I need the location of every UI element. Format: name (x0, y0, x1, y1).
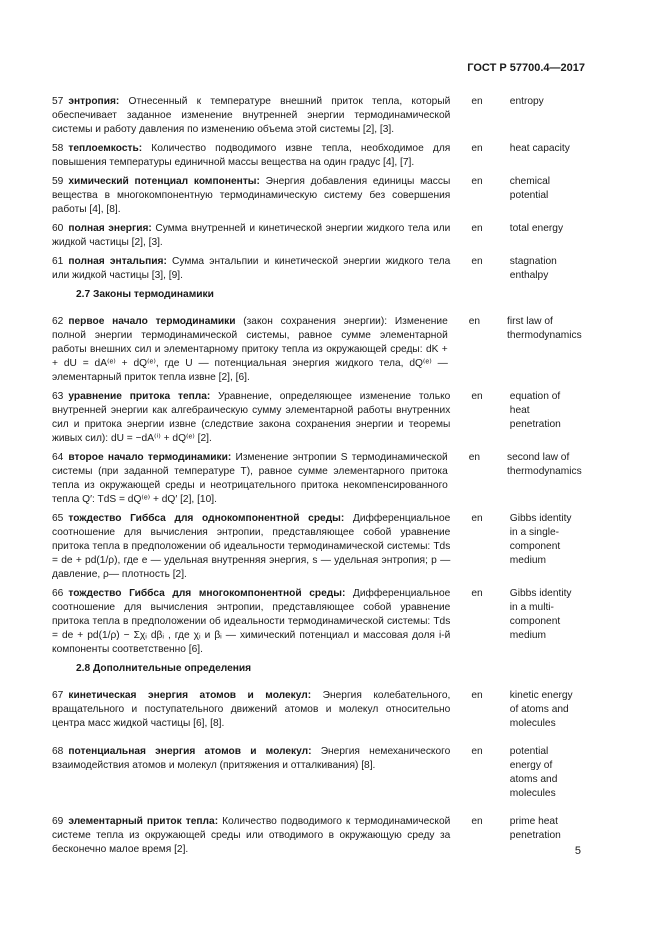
term-name: полная энтальпия: (68, 256, 167, 267)
term-entry (52, 142, 581, 170)
term-entry (52, 689, 581, 731)
language-code: en (471, 143, 483, 154)
page-number: 5 (574, 845, 581, 857)
term-number: 66 (52, 588, 64, 599)
language-code: en (468, 316, 481, 327)
definition-text: Дифференциальное соотношение для вычисления энтропии, представляющее собой уравнение притока тепла в предположении об идеальности термодинамической системы: Tds = de + pd(1/ρ), где e — удельная внутренняя энергия, s — удельная энтропия; p — давление, ρ— плотность [2]. (52, 513, 451, 580)
term-name: энтропия: (68, 96, 120, 107)
language-code: en (471, 176, 483, 187)
definition-text: Количество подводимого к термодинамической системе тепла из окружающей среды или отводимого в окружающую среду за бесконечно малое время [2]. (52, 816, 451, 855)
language-code: en (471, 588, 483, 599)
term-name: уравнение притока тепла: (68, 391, 211, 402)
term-number: 65 (52, 513, 64, 524)
term-number: 57 (52, 96, 64, 107)
english-equivalent: potential energy of atoms and molecules (509, 746, 558, 799)
term-name: полная энергия: (68, 223, 152, 234)
term-entry (52, 451, 581, 507)
english-equivalent: Gibbs identity in a multi-component medium (509, 588, 572, 641)
term-entry (52, 815, 581, 857)
language-code: en (471, 223, 483, 234)
english-equivalent: equation of heat penetration (509, 391, 561, 430)
definition-text: Сумма энтальпии и кинетической энергии жидкого тела или жидкой частицы [3], [9]. (52, 256, 451, 281)
term-number: 69 (52, 816, 64, 827)
term-definition (52, 390, 450, 446)
english-equivalent: second law of thermodynamics (507, 452, 582, 477)
definition-text: Энергия колебательного, вращательного и поступательного движений атомов и молекул относительно центра масс жидкой частицы [6], [8]. (52, 690, 451, 729)
definition-text: Количество подводимого извне тепла, необходимое для повышения температуры единичной массы вещества на один градус [4], [7]. (52, 143, 451, 168)
english-equivalent: prime heat penetration (509, 816, 561, 841)
term-entry (52, 175, 581, 217)
terms-list (52, 95, 581, 871)
entries-group-b (52, 315, 581, 657)
term-definition (52, 315, 448, 385)
language-code: en (471, 690, 483, 701)
english-equivalent: heat capacity (509, 143, 570, 154)
definition-text: Сумма внутренней и кинетической энергии жидкого тела или жидкой частицы [2], [3]. (52, 223, 451, 248)
section-heading-2-7: 2.7 Законы термодинамики (76, 289, 214, 300)
section-heading-2-8: 2.8 Дополнительные определения (76, 663, 252, 674)
english-equivalent: entropy (509, 96, 544, 107)
term-entry (52, 390, 581, 446)
term-entry (52, 222, 581, 250)
definition-text: Энергия немеханического взаимодействия атомов и молекул (притяжения и отталкивания) [8]. (52, 746, 451, 771)
term-number: 60 (52, 223, 64, 234)
english-equivalent: kinetic energy of atoms and molecules (509, 690, 573, 729)
term-number: 61 (52, 256, 64, 267)
term-entry (52, 255, 581, 283)
definition-text: Энергия добавления единицы массы вещества в многокомпонентную термодинамическую систему без совершения работы [4], [8]. (52, 176, 451, 215)
english-equivalent: first law of thermodynamics (507, 316, 582, 341)
term-entry (52, 315, 581, 385)
term-name: первое начало термодинамики (68, 316, 236, 327)
language-code: en (471, 256, 483, 267)
term-name: тождество Гиббса для однокомпонентной среды: (68, 513, 345, 524)
definition-text: Уравнение, определяющее изменение только внутренней энергии как алгебраическую сумму элементарной работы внутренних сил и притока энергии извне (следствие закона сохранения энергии и теоремы живых сил): dU = −dA⁽ⁱ⁾ + dQ⁽ᵉ⁾ [2]. (52, 391, 451, 444)
term-number: 67 (52, 690, 64, 701)
term-entry (52, 95, 581, 137)
term-name: тождество Гиббса для многокомпонентной среды: (68, 588, 346, 599)
term-definition (52, 175, 450, 217)
english-equivalent: stagnation enthalpy (509, 256, 557, 281)
english-equivalent: Gibbs identity in a single-component medium (509, 513, 572, 566)
english-equivalent: chemical potential (509, 176, 550, 201)
term-entry (52, 512, 581, 582)
definition-text: Дифференциальное соотношение для вычисления энтропии, представляющее собой уравнение притока тепла в предположении об идеальности термодинамической системы: Tds = de + pd(1/ρ) − Σχᵢ dβᵢ , где χᵢ и βᵢ — химический потенциал и массовая доля i-й компоненты соответственно [6]. (52, 588, 451, 655)
entries-group-c (52, 689, 581, 857)
language-code: en (471, 746, 483, 757)
term-number: 59 (52, 176, 64, 187)
term-definition (52, 95, 450, 137)
term-number: 63 (52, 391, 64, 402)
term-name: химический потенциал компоненты: (68, 176, 260, 187)
language-code: en (471, 96, 483, 107)
language-code: en (468, 452, 481, 463)
term-definition (52, 255, 450, 283)
term-definition (52, 689, 450, 731)
language-code: en (471, 391, 483, 402)
english-equivalent: total energy (509, 223, 564, 234)
term-definition (52, 745, 450, 801)
term-definition (52, 451, 448, 507)
term-number: 58 (52, 143, 64, 154)
document-id: ГОСТ Р 57700.4—2017 (467, 62, 585, 74)
term-number: 68 (52, 746, 64, 757)
term-definition (52, 142, 450, 170)
term-definition (52, 512, 450, 582)
term-definition (52, 587, 450, 657)
term-definition (52, 815, 450, 857)
entries-group-a (52, 95, 581, 283)
language-code: en (471, 816, 483, 827)
term-entry (52, 745, 581, 801)
term-number: 62 (52, 316, 64, 327)
term-name: элементарный приток тепла: (68, 816, 219, 827)
term-name: теплоемкость: (68, 143, 143, 154)
definition-text: Изменение энтропии S термодинамической системы (при заданной температуре T), равное сумме элементарного притока тепла из окружающей среды и неотрицательного притока некомпенсированного тепла Q′: TdS = dQ⁽ᵉ⁾ + dQ′ [2], [10]. (52, 452, 448, 505)
term-name: потенциальная энергия атомов и молекул: (68, 746, 312, 757)
term-name: кинетическая энергия атомов и молекул: (68, 690, 312, 701)
language-code: en (471, 513, 483, 524)
definition-text: Отнесенный к температуре внешний приток тепла, который обеспечивает заданное изменение внутренней энергии термодинамической системы и работу давления по изменению объема этой системы [2], [3]. (52, 96, 451, 135)
definition-text: (закон сохранения энергии): Изменение полной энергии термодинамической системы, равное сумме элементарной работы внешних сил и элементарному притоку тепла из окружающей среды: dK + + dU = dA⁽ᵉ⁾ + dQ⁽ᵉ⁾, где U — потенциальная энергия жидкого тела, dQ⁽ᵉ⁾ — элементарный приток тепла извне [2], [6]. (52, 316, 448, 383)
term-name: второе начало термодинамики: (68, 452, 232, 463)
term-number: 64 (52, 452, 64, 463)
term-definition (52, 222, 450, 250)
term-entry (52, 587, 581, 657)
